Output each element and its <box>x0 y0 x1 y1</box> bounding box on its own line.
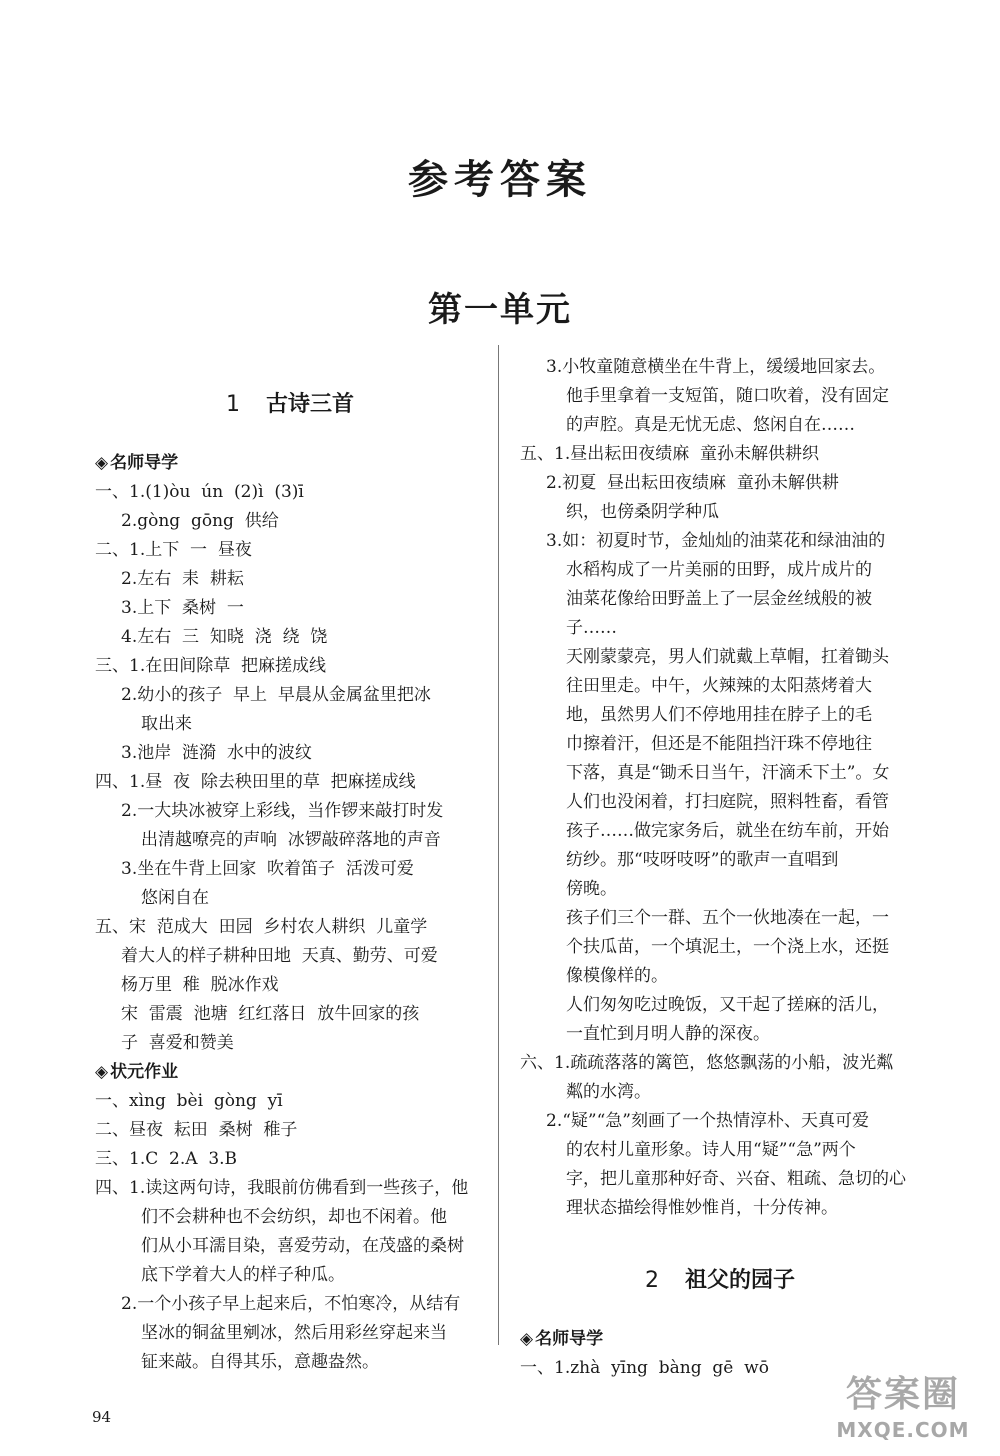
answer-line: 五、1.昼出耘田夜绩麻 童孙未解供耕织 <box>520 444 820 464</box>
section-name: 祖父的园子 <box>684 1268 795 1293</box>
answer-line: 的声腔。真是无忧无虑、悠闲自在…… <box>566 415 855 435</box>
answer-line: 人们匆匆吃过晚饭，又干起了搓麻的活儿， <box>566 995 889 1015</box>
answer-line: 理状态描绘得惟妙惟肖，十分传神。 <box>566 1198 838 1218</box>
answer-line: 着大人的样子耕种田地 天真、勤劳、可爱 <box>121 946 438 966</box>
answer-line: 二、昼夜 耘田 桑树 稚子 <box>95 1120 298 1140</box>
answer-line: 水稻构成了一片美丽的田野，成片成片的 <box>566 560 872 580</box>
answer-line: 三、1.C 2.A 3.B <box>95 1149 238 1169</box>
subheading-homework: ◈ 状元作业 <box>95 1062 179 1082</box>
answer-line: 粼的水湾。 <box>566 1082 651 1102</box>
answer-line: 油菜花像给田野盖上了一层金丝绒般的被 <box>566 589 872 609</box>
diamond-bullet-icon: ◈ <box>95 453 109 473</box>
answer-line: 一、1.(1)òu ún (2)ì (3)ī <box>95 482 304 502</box>
diamond-bullet-icon: ◈ <box>520 1329 534 1349</box>
answer-line: 3.坐在牛背上回家 吹着笛子 活泼可爱 <box>121 859 414 879</box>
answer-line: 3.上下 桑树 一 <box>121 598 244 618</box>
page-number: 94 <box>92 1408 112 1426</box>
answer-line: 2.一个小孩子早上起来后，不怕寒冷，从结有 <box>121 1294 461 1314</box>
answer-line: 宋 雷震 池塘 红红落日 放牛回家的孩 <box>121 1004 420 1024</box>
answer-line: 人们也没闲着，打扫庭院，照料牲畜，看管 <box>566 792 889 812</box>
column-divider <box>498 345 499 1345</box>
answer-line: 五、宋 范成大 田园 乡村农人耕织 儿童学 <box>95 917 428 937</box>
answer-line: 2.幼小的孩子 早上 早晨从金属盆里把冰 <box>121 685 431 705</box>
answer-line: 杨万里 稚 脱冰作戏 <box>121 975 279 995</box>
answer-line: 悠闲自在 <box>141 888 209 908</box>
answer-line: 纺纱。那“吱呀吱呀”的歌声一直唱到 <box>566 850 839 870</box>
unit-title: 第一单元 <box>428 290 572 330</box>
answer-line: 取出来 <box>141 714 192 734</box>
answer-line: 2.初夏 昼出耘田夜绩麻 童孙未解供耕 <box>546 473 839 493</box>
answer-line: 像模像样的。 <box>566 966 668 986</box>
left-column <box>95 385 485 1377</box>
answer-line: 傍晚。 <box>566 879 617 899</box>
answer-line: 2.gòng gōng 供给 <box>121 511 279 531</box>
answer-line: 一、xìng bèi gòng yī <box>95 1091 283 1111</box>
answer-line: 四、1.读这两句诗，我眼前仿佛看到一些孩子，他 <box>95 1178 469 1198</box>
answer-line: 一、1.zhà yīng bàng gē wō <box>520 1358 769 1378</box>
answer-line: 地，虽然男人们不停地用挂在脖子上的毛 <box>566 705 872 725</box>
answer-line: 底下学着大人的样子种瓜。 <box>141 1265 345 1285</box>
section-number: 2 <box>644 1268 659 1293</box>
answer-line: 们从小耳濡目染，喜爱劳动，在茂盛的桑树 <box>141 1236 464 1256</box>
section-title-1 <box>95 385 485 425</box>
answer-line: 一直忙到月明人静的深夜。 <box>566 1024 770 1044</box>
answer-line: 二、1.上下 一 昼夜 <box>95 540 252 560</box>
answer-line: 子 喜爱和赞美 <box>121 1033 234 1053</box>
answer-line: 织，也傍桑阴学种瓜 <box>566 502 719 522</box>
answer-line: 三、1.在田间除草 把麻搓成线 <box>95 656 327 676</box>
answer-line: 往田里走。中午，火辣辣的太阳蒸烤着大 <box>566 676 872 696</box>
subheading-guide: ◈ 名师导学 <box>520 1329 604 1349</box>
answer-line: 2.左右 耒 耕耘 <box>121 569 244 589</box>
answer-line: 坚冰的铜盆里剜冰，然后用彩丝穿起来当 <box>141 1323 447 1343</box>
answer-line: 们不会耕种也不会纺织，却也不闲着。他 <box>141 1207 447 1227</box>
diamond-bullet-icon: ◈ <box>95 1062 109 1082</box>
answer-line: 2.“疑”“急”刻画了一个热情淳朴、天真可爱 <box>546 1111 869 1131</box>
answer-line: 3.池岸 涟漪 水中的波纹 <box>121 743 312 763</box>
section-title-2 <box>520 1261 920 1301</box>
answer-line: 3.如：初夏时节，金灿灿的油菜花和绿油油的 <box>546 531 886 551</box>
answer-line: 孩子……做完家务后，就坐在纺车前，开始 <box>566 821 889 841</box>
answer-line: 3.小牧童随意横坐在牛背上，缓缓地回家去。 <box>546 357 886 377</box>
subheading-guide: ◈ 名师导学 <box>95 453 179 473</box>
answer-line: 四、1.昼 夜 除去秧田里的草 把麻搓成线 <box>95 772 416 792</box>
answer-line: 字，把儿童那种好奇、兴奋、粗疏、急切的心 <box>566 1169 906 1189</box>
answer-line: 的农村儿童形象。诗人用“疑”“急”两个 <box>566 1140 856 1160</box>
answer-line: 六、1.疏疏落落的篱笆，悠悠飘荡的小船，波光粼 <box>520 1053 894 1073</box>
answer-line: 天刚蒙蒙亮，男人们就戴上草帽，扛着锄头 <box>566 647 889 667</box>
answer-line: 巾擦着汗，但还是不能阻挡汗珠不停地往 <box>566 734 872 754</box>
page-title: 参考答案 <box>408 157 592 203</box>
answer-line: 子…… <box>566 618 617 638</box>
watermark-logo: 答案圈 MXQE.COM <box>836 1374 970 1442</box>
answer-line: 他手里拿着一支短笛，随口吹着，没有固定 <box>566 386 889 406</box>
right-column <box>520 353 920 1383</box>
answer-line: 2.一大块冰被穿上彩线，当作锣来敲打时发 <box>121 801 444 821</box>
answer-line: 出清越嘹亮的声响 冰锣敲碎落地的声音 <box>141 830 441 850</box>
answer-line: 孩子们三个一群、五个一伙地凑在一起，一 <box>566 908 889 928</box>
section-name: 古诗三首 <box>265 392 354 417</box>
answer-line: 4.左右 三 知晓 浇 绕 饶 <box>121 627 328 647</box>
answer-line: 下落，真是“锄禾日当午，汗滴禾下土”。女 <box>566 763 890 783</box>
answer-line: 个扶瓜苗，一个填泥土，一个浇上水，还挺 <box>566 937 889 957</box>
section-number: 1 <box>225 392 240 417</box>
answer-line: 钲来敲。自得其乐，意趣盎然。 <box>141 1352 379 1372</box>
